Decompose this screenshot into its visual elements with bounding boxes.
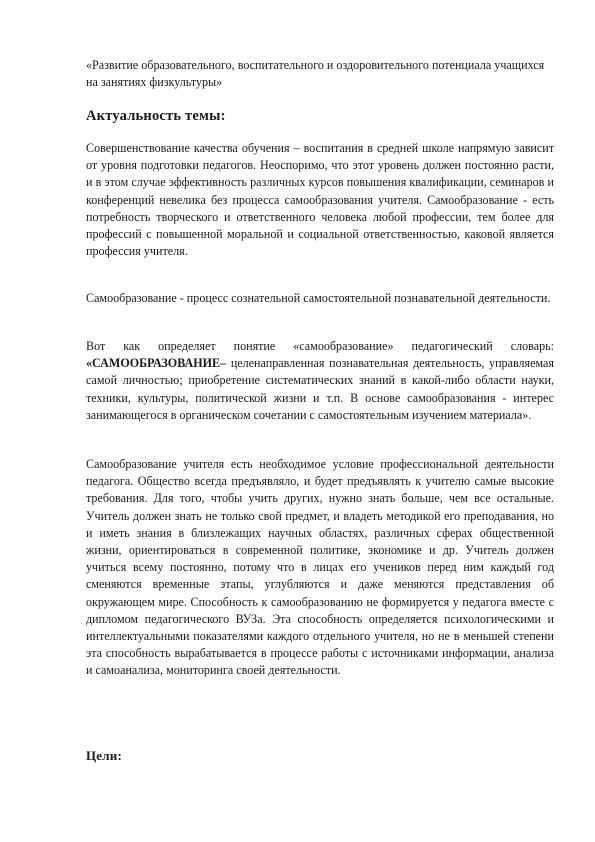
dictionary-intro: Вот как определяет понятие «самообразование» педагогический словарь: bbox=[86, 339, 554, 353]
section-heading-relevance: Актуальность темы: bbox=[86, 108, 226, 124]
paragraph-relevance: Совершенствование качества обучения – воспитания в средней школе напрямую зависит от уровня подготовки педагогов. Неоспоримо, что этот уровень должен постоянно расти, и в этом случае эффективность различных курсов повышения квалификации, семинаров и конференций невелика без процесса самообразования учителя. Самообразование - есть потребность творческого и ответственного человека любой профессии, тем более для профессий с повышенной моральной и социальной ответственностью, каковой является профессия учителя. bbox=[86, 141, 554, 259]
document-title: «Развитие образовательного, воспитательного и оздоровительного потенциала учащихся на занятиях физкультуры» bbox=[86, 58, 545, 89]
section-heading-goals: Цели: bbox=[86, 748, 122, 763]
paragraph-self-education-definition: Самообразование - процесс сознательной самостоятельной познавательной деятельности. bbox=[86, 291, 551, 305]
dictionary-definition-text: целенаправленная познавательная деятельность, управляемая самой личностью; приобретение систематических знаний в какой-либо области науки, техники, культуры, политической жизни и т.п. В основе самообразования - интерес занимающегося в органическом сочетании с самостоятельным изучением материала». bbox=[86, 356, 554, 422]
paragraph-teacher-self-education: Самообразование учителя есть необходимое условие профессиональной деятельности педагога. Общество всегда предъявляло, и будет предъявлять к учителю самые высокие требования. Для того, чтобы учить других, нужно знать больше, чем все остальные. Учитель должен знать не только свой предмет, и владеть методикой его преподавания, но и иметь знания в близлежащих научных областях, различных сферах общественной жизни, ориентироваться в современной политике, экономике и др. Учитель должен учиться всему постоянно, потому что в лицах его учеников перед ним каждый год сменяются временные этапы, углубляются и даже меняются представления об окружающем мире. Способность к самообразованию не формируется у педагога вместе с дипломом педагогического ВУЗа. Эта способность определяется психологическими и интеллектуальными показателями каждого отдельного учителя, но не в меньшей степени эта способность вырабатывается в процессе работы с источниками информации, анализа и самоанализа, мониторинга своей деятельности. bbox=[86, 457, 554, 678]
dictionary-term: «САМООБРАЗОВАНИЕ– bbox=[86, 356, 227, 371]
paragraph-dictionary-definition bbox=[86, 338, 554, 424]
